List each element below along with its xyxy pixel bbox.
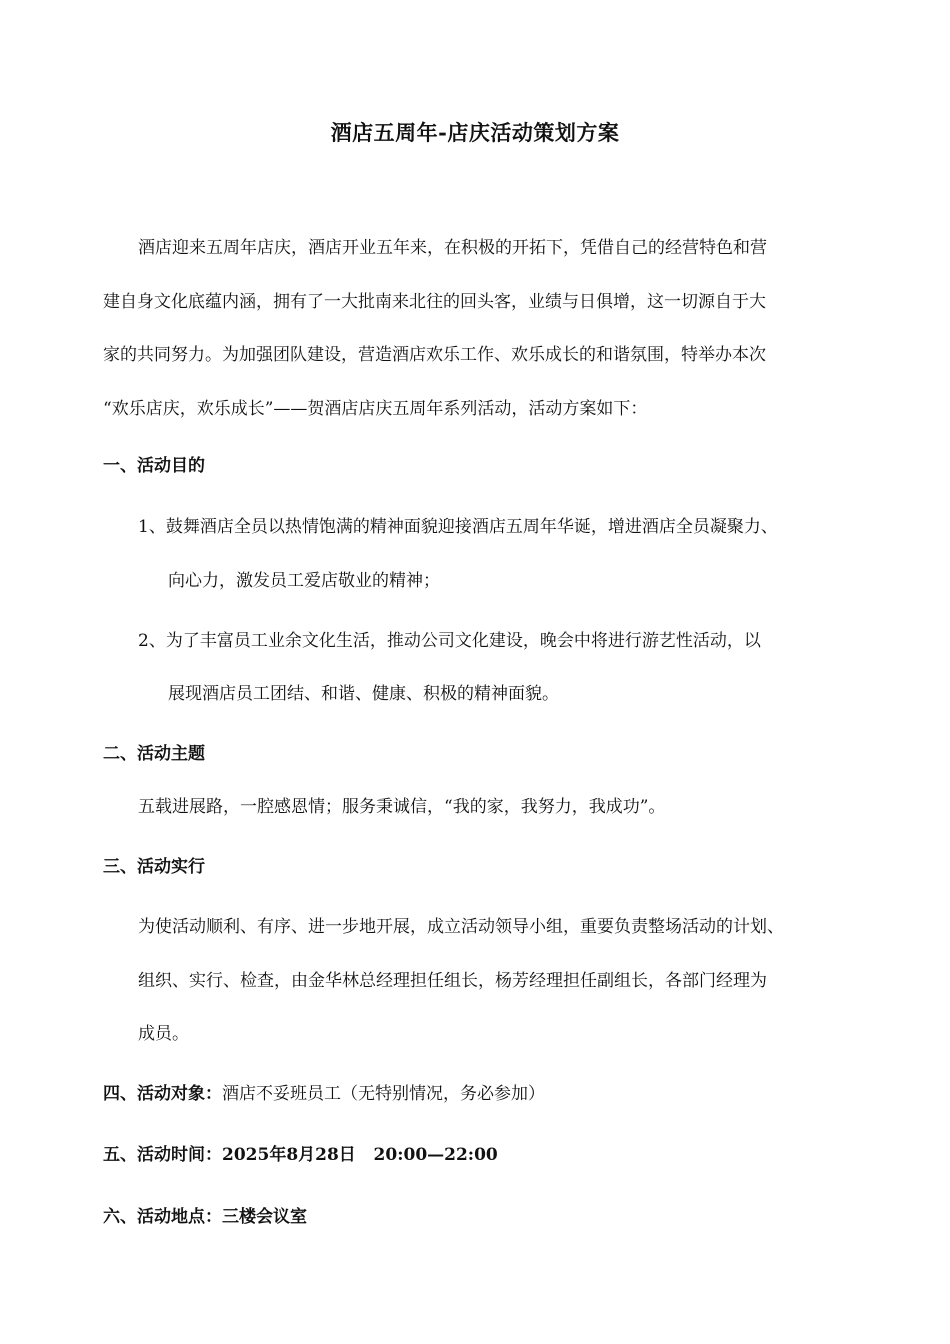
purpose-item-1-line-1: 1、鼓舞酒店全员以热情饱满的精神面貌迎接酒店五周年华诞，增进酒店全员凝聚力、 [138, 517, 778, 537]
time-value: 2025年8月28日 20:00—22:00 [222, 1145, 498, 1165]
location-row [103, 1205, 307, 1229]
theme-text: 五载进展路，一腔感恩情；服务秉诚信，“我的家，我努力，我成功”。 [138, 797, 666, 817]
time-row [103, 1143, 498, 1167]
purpose-item-2-line-1: 2、为了丰富员工业余文化生活，推动公司文化建设，晚会中将进行游艺性活动，以 [138, 631, 761, 651]
location-value: 三楼会议室 [222, 1207, 307, 1227]
audience-row [103, 1082, 545, 1106]
implementation-line-3: 成员。 [138, 1024, 189, 1044]
intro-line-4: “欢乐店庆，欢乐成长”——贺酒店店庆五周年系列活动，活动方案如下： [103, 399, 648, 419]
document-title: 酒店五周年-店庆活动策划方案 [330, 120, 620, 145]
location-label: 六、活动地点： [103, 1207, 222, 1227]
intro-line-3: 家的共同努力。为加强团队建设，营造酒店欢乐工作、欢乐成长的和谐氛围，特举办本次 [103, 345, 766, 365]
section-heading-theme: 二、活动主题 [103, 744, 205, 764]
purpose-item-1-line-2: 向心力，激发员工爱店敬业的精神； [168, 571, 440, 591]
section-heading-implementation: 三、活动实行 [103, 857, 205, 877]
time-label: 五、活动时间： [103, 1145, 222, 1165]
section-heading-purpose: 一、活动目的 [103, 456, 205, 476]
implementation-line-2: 组织、实行、检查，由金华林总经理担任组长，杨芳经理担任副组长，各部门经理为 [138, 971, 767, 991]
implementation-line-1: 为使活动顺利、有序、进一步地开展，成立活动领导小组，重要负责整场活动的计划、 [138, 917, 784, 937]
intro-line-1: 酒店迎来五周年店庆，酒店开业五年来，在积极的开拓下，凭借自己的经营特色和营 [138, 238, 767, 258]
intro-line-2: 建自身文化底蕴内涵，拥有了一大批南来北往的回头客，业绩与日俱增，这一切源自于大 [103, 292, 766, 312]
audience-value: 酒店不妥班员工（无特别情况，务必参加） [222, 1084, 545, 1104]
audience-label: 四、活动对象： [103, 1084, 222, 1104]
purpose-item-2-line-2: 展现酒店员工团结、和谐、健康、积极的精神面貌。 [168, 684, 559, 704]
